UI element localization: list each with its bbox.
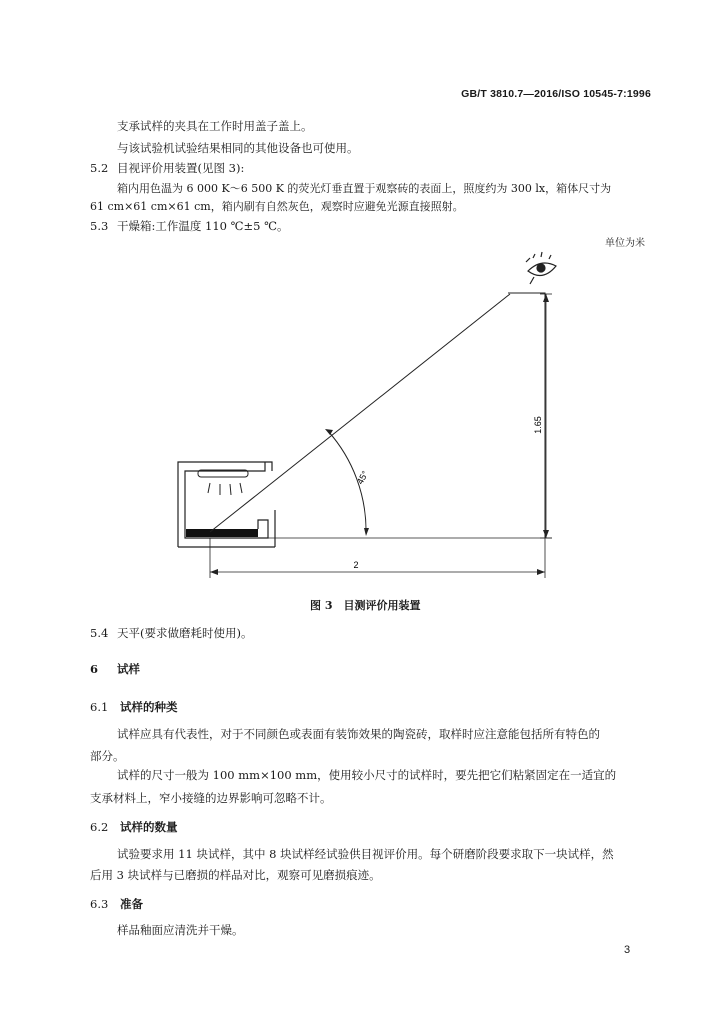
text-line: 61 cm×61 cm×61 cm，箱内刷有自然灰色，观察时应避免光源直接照射。 [90,200,464,213]
standard-header: GB/T 3810.7—2016/ISO 10545-7:1996 [461,88,651,100]
eye-post [508,293,545,538]
angle-arrowhead [364,528,369,536]
dimension-arrowhead [543,294,549,302]
clause-text: 目视评价用装置(见图 3): [117,161,245,175]
text-line: 试样应具有代表性，对于不同颜色或表面有装饰效果的陶瓷砖，取样时应注意能包括所有特色的 [117,727,600,741]
clause-number: 5.4 [90,626,109,640]
test-specimen [186,529,258,537]
clause-number: 5.3 [90,219,109,233]
sight-line [210,294,510,532]
text-line: 后用 3 块试样与已磨损的样品对比，观察可见磨损痕迹。 [90,868,381,882]
eye-icon [526,252,556,284]
figure-caption: 图 3 目测评价用装置 [310,599,421,612]
unit-note: 单位为米 [605,238,645,249]
text-line: 与该试验机试验结果相同的其他设备也可使用。 [117,141,359,155]
clause-title: 试样的数量 [120,820,178,834]
clause-number: 6.3 [90,897,109,911]
width-dimension-label: 2 [353,560,359,570]
dimension-arrowhead [210,569,218,575]
clause-text: 天平(要求做磨耗时使用)。 [117,626,253,640]
page-number: 3 [624,944,631,956]
text-line: 部分。 [90,749,125,763]
section-title: 试样 [117,662,140,676]
clause-text: 干燥箱:工作温度 110 ℃±5 ℃。 [117,219,289,233]
width-dimension [210,538,545,578]
text-line: 箱内用色温为 6 000 K～6 500 K 的荧光灯垂直置于观察砖的表面上，照度约为 300 lx，箱体尺寸为 [117,182,612,195]
height-dimension [540,294,552,538]
clause-title: 准备 [120,897,143,911]
clause-number: 6.2 [90,820,109,834]
fluorescent-lamp-icon [198,470,248,495]
clause-title: 试样的种类 [120,700,178,714]
clause-number: 6.1 [90,700,109,714]
text-line: 试样的尺寸一般为 100 mm×100 mm，使用较小尺寸的试样时，要先把它们粘紧固定在一适宜的 [117,768,617,782]
height-dimension-label: 1.65 [533,416,543,434]
text-line: 支承试样的夹具在工作时用盖子盖上。 [117,119,313,133]
angle-arrowhead [325,429,333,435]
dimension-arrowhead [537,569,545,575]
angle-label: 45° [354,469,371,486]
section-number: 6 [90,662,99,676]
text-line: 试验要求用 11 块试样，其中 8 块试样经试验供目视评价用。每个研磨阶段要求取下一块试样，然 [117,847,614,861]
clause-number: 5.2 [90,161,109,175]
dimension-arrowhead [543,530,549,538]
text-line: 支承材料上，窄小接缝的边界影响可忽略不计。 [90,791,332,805]
text-line: 样品釉面应清洗并干燥。 [117,923,244,937]
